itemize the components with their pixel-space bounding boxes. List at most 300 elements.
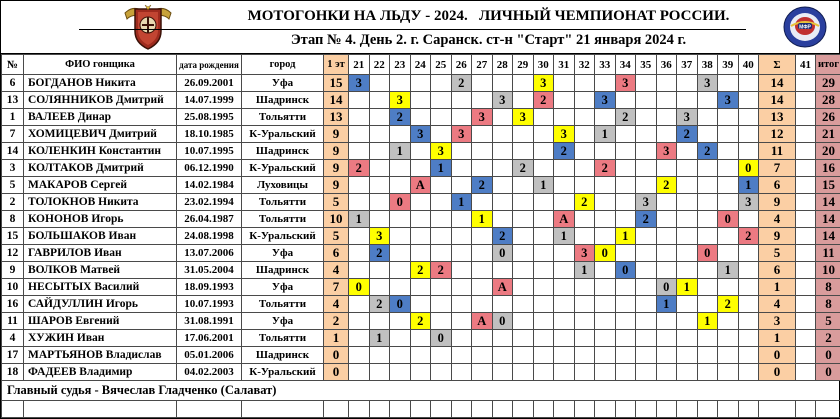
heat-score-27 <box>472 143 493 160</box>
col-header-heat-39: 39 <box>718 55 739 75</box>
heat-score-41 <box>796 313 816 330</box>
heat-score-41 <box>796 109 816 126</box>
heat-score-33 <box>595 228 616 245</box>
col-header-heat-38: 38 <box>697 55 718 75</box>
heat-score-22 <box>369 126 390 143</box>
col-header-heat-37: 37 <box>677 55 698 75</box>
heat-score-41 <box>796 262 816 279</box>
heat-score-33 <box>595 313 616 330</box>
rider-dob: 31.05.2004 <box>177 262 242 279</box>
total-points: 28 <box>816 92 840 109</box>
col-header-heat-26: 26 <box>451 55 472 75</box>
heat-score-22 <box>369 177 390 194</box>
stage1-points: 5 <box>324 194 349 211</box>
heat-score-23 <box>390 211 411 228</box>
heat-score-28: 0 <box>492 313 513 330</box>
heat-score-24 <box>410 109 431 126</box>
col-header-heat-30: 30 <box>533 55 554 75</box>
heat-score-29 <box>513 296 534 313</box>
day-sum: 4 <box>759 296 796 313</box>
heat-score-32 <box>574 296 595 313</box>
heat-score-23: 1 <box>390 143 411 160</box>
heat-score-40: 1 <box>738 177 759 194</box>
heat-score-38 <box>697 126 718 143</box>
empty-cell <box>513 401 534 418</box>
heat-score-32 <box>574 160 595 177</box>
heat-score-28 <box>492 109 513 126</box>
chief-referee-note: Главный судья - Вячеслав Гладченко (Салават) <box>2 381 840 401</box>
rider-number: 10 <box>2 279 24 296</box>
heat-score-21: 2 <box>349 160 370 177</box>
header-row <box>2 55 840 75</box>
heat-score-22 <box>369 75 390 92</box>
heat-score-29 <box>513 126 534 143</box>
heat-score-36 <box>656 160 677 177</box>
heat-score-29 <box>513 177 534 194</box>
heat-score-29 <box>513 347 534 364</box>
heat-score-27: 2 <box>472 177 493 194</box>
heat-score-34 <box>615 211 636 228</box>
heat-score-30 <box>533 296 554 313</box>
heat-score-41 <box>796 296 816 313</box>
total-points: 21 <box>816 126 840 143</box>
heat-score-25 <box>431 279 452 296</box>
rider-city: Шадринск <box>242 347 324 364</box>
heat-score-27 <box>472 126 493 143</box>
heat-score-38: 3 <box>697 75 718 92</box>
heat-score-40 <box>738 330 759 347</box>
rider-number: 16 <box>2 296 24 313</box>
heat-score-32 <box>574 364 595 381</box>
heat-score-37 <box>677 92 698 109</box>
rider-city: Луховицы <box>242 177 324 194</box>
empty-cell <box>410 401 431 418</box>
rider-city: К-Уральский <box>242 126 324 143</box>
heat-score-26 <box>451 245 472 262</box>
heat-score-41 <box>796 194 816 211</box>
rider-city: Уфа <box>242 279 324 296</box>
heat-score-41 <box>796 211 816 228</box>
stage1-points: 9 <box>324 143 349 160</box>
heat-score-35 <box>636 177 657 194</box>
rider-number: 7 <box>2 126 24 143</box>
table-row <box>2 245 840 262</box>
heat-score-34 <box>615 313 636 330</box>
empty-cell <box>554 401 575 418</box>
results-table <box>1 54 840 418</box>
heat-score-37 <box>677 228 698 245</box>
rider-name: КОНОНОВ Игорь <box>24 211 177 228</box>
heat-score-27 <box>472 296 493 313</box>
heat-score-25 <box>431 313 452 330</box>
heat-score-24: 3 <box>410 126 431 143</box>
heat-score-35: 3 <box>636 194 657 211</box>
heat-score-25: 1 <box>431 160 452 177</box>
empty-cell <box>636 401 657 418</box>
heat-score-40 <box>738 262 759 279</box>
heat-score-24 <box>410 228 431 245</box>
heat-score-33: 2 <box>595 160 616 177</box>
heat-score-38 <box>697 177 718 194</box>
heat-score-28: A <box>492 279 513 296</box>
heat-score-21 <box>349 330 370 347</box>
heat-score-33 <box>595 330 616 347</box>
table-row <box>2 211 840 228</box>
empty-cell <box>656 401 677 418</box>
heat-score-23 <box>390 364 411 381</box>
results-table-header <box>2 55 840 75</box>
heat-score-23 <box>390 177 411 194</box>
heat-score-27 <box>472 75 493 92</box>
heat-score-22 <box>369 160 390 177</box>
heat-score-33 <box>595 75 616 92</box>
heat-score-36 <box>656 126 677 143</box>
heat-score-30 <box>533 109 554 126</box>
col-header-heat-33: 33 <box>595 55 616 75</box>
heat-score-27 <box>472 160 493 177</box>
heat-score-27 <box>472 194 493 211</box>
heat-score-24 <box>410 211 431 228</box>
heat-score-24: 2 <box>410 262 431 279</box>
heat-score-28 <box>492 211 513 228</box>
rider-name: СОЛЯННИКОВ Дмитрий <box>24 92 177 109</box>
heat-score-37 <box>677 296 698 313</box>
day-sum: 3 <box>759 313 796 330</box>
heat-score-30: 3 <box>533 75 554 92</box>
total-points: 8 <box>816 296 840 313</box>
col-header-number: № <box>2 55 24 75</box>
heat-score-24 <box>410 75 431 92</box>
heat-score-27 <box>472 245 493 262</box>
empty-cell <box>369 401 390 418</box>
heat-score-32 <box>574 75 595 92</box>
heat-score-36: 3 <box>656 143 677 160</box>
table-row <box>2 177 840 194</box>
heat-score-34 <box>615 279 636 296</box>
heat-score-23 <box>390 313 411 330</box>
heat-score-21 <box>349 177 370 194</box>
day-sum: 0 <box>759 347 796 364</box>
heat-score-21: 1 <box>349 211 370 228</box>
heat-score-29 <box>513 245 534 262</box>
rider-name: ТОЛОКНОВ Никита <box>24 194 177 211</box>
heat-score-38 <box>697 211 718 228</box>
table-row <box>2 160 840 177</box>
empty-cell <box>431 401 452 418</box>
footer-row <box>2 381 840 401</box>
rider-name: ХОМИЦЕВИЧ Дмитрий <box>24 126 177 143</box>
heat-score-26 <box>451 330 472 347</box>
empty-cell <box>390 401 411 418</box>
heat-score-39 <box>718 313 739 330</box>
rider-number: 15 <box>2 228 24 245</box>
heat-score-37 <box>677 245 698 262</box>
heat-score-35 <box>636 245 657 262</box>
day-sum: 13 <box>759 109 796 126</box>
heat-score-40: 3 <box>738 194 759 211</box>
day-sum: 4 <box>759 211 796 228</box>
stage1-points: 13 <box>324 109 349 126</box>
heat-score-31 <box>554 245 575 262</box>
heat-score-32 <box>574 347 595 364</box>
rider-dob: 26.09.2001 <box>177 75 242 92</box>
rider-dob: 26.04.1987 <box>177 211 242 228</box>
heat-score-31 <box>554 313 575 330</box>
rider-dob: 10.07.1993 <box>177 296 242 313</box>
heat-score-35 <box>636 296 657 313</box>
heat-score-30 <box>533 279 554 296</box>
heat-score-34 <box>615 194 636 211</box>
heat-score-26 <box>451 279 472 296</box>
col-header-heat-21: 21 <box>349 55 370 75</box>
heat-score-40 <box>738 126 759 143</box>
col-header-heat-40: 40 <box>738 55 759 75</box>
heat-score-25 <box>431 109 452 126</box>
heat-score-22: 2 <box>369 296 390 313</box>
stage1-points: 15 <box>324 75 349 92</box>
heat-score-37: 3 <box>677 109 698 126</box>
heat-score-30 <box>533 160 554 177</box>
table-row <box>2 330 840 347</box>
heat-score-23: 3 <box>390 92 411 109</box>
rider-dob: 10.07.1995 <box>177 143 242 160</box>
heat-score-40 <box>738 279 759 296</box>
heat-score-31: A <box>554 211 575 228</box>
rider-dob: 23.02.1994 <box>177 194 242 211</box>
heat-score-28 <box>492 296 513 313</box>
heat-score-30 <box>533 194 554 211</box>
heat-score-33 <box>595 177 616 194</box>
empty-cell <box>492 401 513 418</box>
heat-score-37 <box>677 330 698 347</box>
heat-score-23: 0 <box>390 194 411 211</box>
rider-name: ВАЛЕЕВ Динар <box>24 109 177 126</box>
heat-score-36 <box>656 313 677 330</box>
heat-score-23 <box>390 228 411 245</box>
heat-score-36 <box>656 228 677 245</box>
heat-score-21 <box>349 347 370 364</box>
heat-score-24 <box>410 364 431 381</box>
heat-score-39: 0 <box>718 211 739 228</box>
heat-score-37 <box>677 347 698 364</box>
heat-score-31 <box>554 279 575 296</box>
rider-city: Шадринск <box>242 143 324 160</box>
heat-score-25 <box>431 177 452 194</box>
day-sum: 9 <box>759 194 796 211</box>
heat-score-34 <box>615 245 636 262</box>
stage1-points: 0 <box>324 364 349 381</box>
col-header-heat-35: 35 <box>636 55 657 75</box>
heat-score-41 <box>796 364 816 381</box>
heat-score-32 <box>574 211 595 228</box>
stage1-points: 4 <box>324 296 349 313</box>
empty-cell <box>595 401 616 418</box>
heat-score-36 <box>656 194 677 211</box>
heat-score-23 <box>390 262 411 279</box>
col-header-heat-25: 25 <box>431 55 452 75</box>
heat-score-25 <box>431 347 452 364</box>
rider-name: ГАВРИЛОВ Иван <box>24 245 177 262</box>
heat-score-33: 3 <box>595 92 616 109</box>
heat-score-28 <box>492 143 513 160</box>
heat-score-31 <box>554 330 575 347</box>
total-points: 15 <box>816 177 840 194</box>
heat-score-35 <box>636 330 657 347</box>
empty-cell <box>615 401 636 418</box>
day-sum: 1 <box>759 330 796 347</box>
heat-score-35 <box>636 143 657 160</box>
day-sum: 7 <box>759 160 796 177</box>
rider-city: К-Уральский <box>242 160 324 177</box>
heat-score-39 <box>718 126 739 143</box>
total-points: 26 <box>816 109 840 126</box>
heat-score-29 <box>513 262 534 279</box>
heat-score-31 <box>554 194 575 211</box>
day-sum: 14 <box>759 75 796 92</box>
heat-score-22: 1 <box>369 330 390 347</box>
heat-score-31 <box>554 75 575 92</box>
heat-score-33 <box>595 262 616 279</box>
heat-score-24: 2 <box>410 313 431 330</box>
heat-score-34 <box>615 330 636 347</box>
heat-score-40 <box>738 347 759 364</box>
empty-cell <box>177 401 242 418</box>
total-points: 0 <box>816 364 840 381</box>
heat-score-28 <box>492 194 513 211</box>
heat-score-25: 2 <box>431 262 452 279</box>
heat-score-30 <box>533 245 554 262</box>
heat-score-28 <box>492 160 513 177</box>
heat-score-37 <box>677 262 698 279</box>
heat-score-40 <box>738 92 759 109</box>
heat-score-30: 1 <box>533 177 554 194</box>
heat-score-27 <box>472 279 493 296</box>
empty-cell <box>242 401 324 418</box>
heat-score-33 <box>595 143 616 160</box>
stage1-points: 9 <box>324 177 349 194</box>
stage1-points: 7 <box>324 279 349 296</box>
total-points: 29 <box>816 75 840 92</box>
heat-score-27: 3 <box>472 109 493 126</box>
heat-score-41 <box>796 92 816 109</box>
heat-score-21 <box>349 364 370 381</box>
heat-score-41 <box>796 126 816 143</box>
empty-cell <box>349 401 370 418</box>
heat-score-28 <box>492 330 513 347</box>
heat-score-26 <box>451 160 472 177</box>
total-points: 10 <box>816 262 840 279</box>
heat-score-29 <box>513 313 534 330</box>
heat-score-32 <box>574 228 595 245</box>
heat-score-39 <box>718 160 739 177</box>
table-row <box>2 347 840 364</box>
table-row <box>2 109 840 126</box>
heat-score-38 <box>697 347 718 364</box>
heat-score-39 <box>718 194 739 211</box>
rider-dob: 17.06.2001 <box>177 330 242 347</box>
rider-name: САЙДУЛЛИН Игорь <box>24 296 177 313</box>
heat-score-28: 0 <box>492 245 513 262</box>
empty-cell <box>738 401 759 418</box>
heat-score-34: 2 <box>615 109 636 126</box>
heat-score-26: 2 <box>451 75 472 92</box>
heat-score-32 <box>574 109 595 126</box>
heat-score-21 <box>349 296 370 313</box>
heat-score-39: 3 <box>718 92 739 109</box>
heat-score-36 <box>656 92 677 109</box>
heat-score-35 <box>636 92 657 109</box>
stage1-points: 5 <box>324 228 349 245</box>
empty-cell <box>324 401 349 418</box>
stage1-points: 2 <box>324 313 349 330</box>
heat-score-34: 3 <box>615 75 636 92</box>
day-sum: 1 <box>759 279 796 296</box>
heat-score-33: 0 <box>595 245 616 262</box>
rider-number: 6 <box>2 75 24 92</box>
heat-score-32: 2 <box>574 194 595 211</box>
empty-cell <box>533 401 554 418</box>
rider-name: БОГДАНОВ Никита <box>24 75 177 92</box>
col-header-city: город <box>242 55 324 75</box>
heat-score-25 <box>431 211 452 228</box>
day-sum: 9 <box>759 228 796 245</box>
col-header-heat-34: 34 <box>615 55 636 75</box>
heat-score-26: 1 <box>451 194 472 211</box>
col-header-heat-27: 27 <box>472 55 493 75</box>
heat-score-22 <box>369 143 390 160</box>
rider-number: 18 <box>2 364 24 381</box>
day-sum: 0 <box>759 364 796 381</box>
heat-score-34 <box>615 296 636 313</box>
heat-score-31 <box>554 160 575 177</box>
heat-score-29 <box>513 75 534 92</box>
heat-score-23 <box>390 279 411 296</box>
heat-score-40: 0 <box>738 160 759 177</box>
heat-score-23 <box>390 75 411 92</box>
heat-score-39 <box>718 228 739 245</box>
heat-score-38: 0 <box>697 245 718 262</box>
heat-score-38 <box>697 364 718 381</box>
rider-number: 1 <box>2 109 24 126</box>
stage1-points: 0 <box>324 347 349 364</box>
heat-score-41 <box>796 228 816 245</box>
stage1-points: 1 <box>324 330 349 347</box>
heat-score-40 <box>738 143 759 160</box>
heat-score-27 <box>472 92 493 109</box>
heat-score-30 <box>533 313 554 330</box>
heat-score-27: 1 <box>472 211 493 228</box>
heat-score-38 <box>697 92 718 109</box>
heat-score-23 <box>390 347 411 364</box>
heat-score-26 <box>451 211 472 228</box>
heat-score-28 <box>492 177 513 194</box>
rider-name: НЕСЫТЫХ Василий <box>24 279 177 296</box>
heat-score-32 <box>574 330 595 347</box>
heat-score-27: A <box>472 313 493 330</box>
heat-score-35 <box>636 279 657 296</box>
heat-score-36 <box>656 75 677 92</box>
heat-score-39 <box>718 364 739 381</box>
heat-score-21: 3 <box>349 75 370 92</box>
rider-name: КОЛЕНКИН Константин <box>24 143 177 160</box>
total-points: 8 <box>816 279 840 296</box>
heat-score-41 <box>796 245 816 262</box>
heat-score-38: 1 <box>697 313 718 330</box>
day-sum: 14 <box>759 92 796 109</box>
rider-city: К-Уральский <box>242 364 324 381</box>
total-points: 20 <box>816 143 840 160</box>
heat-score-34 <box>615 347 636 364</box>
